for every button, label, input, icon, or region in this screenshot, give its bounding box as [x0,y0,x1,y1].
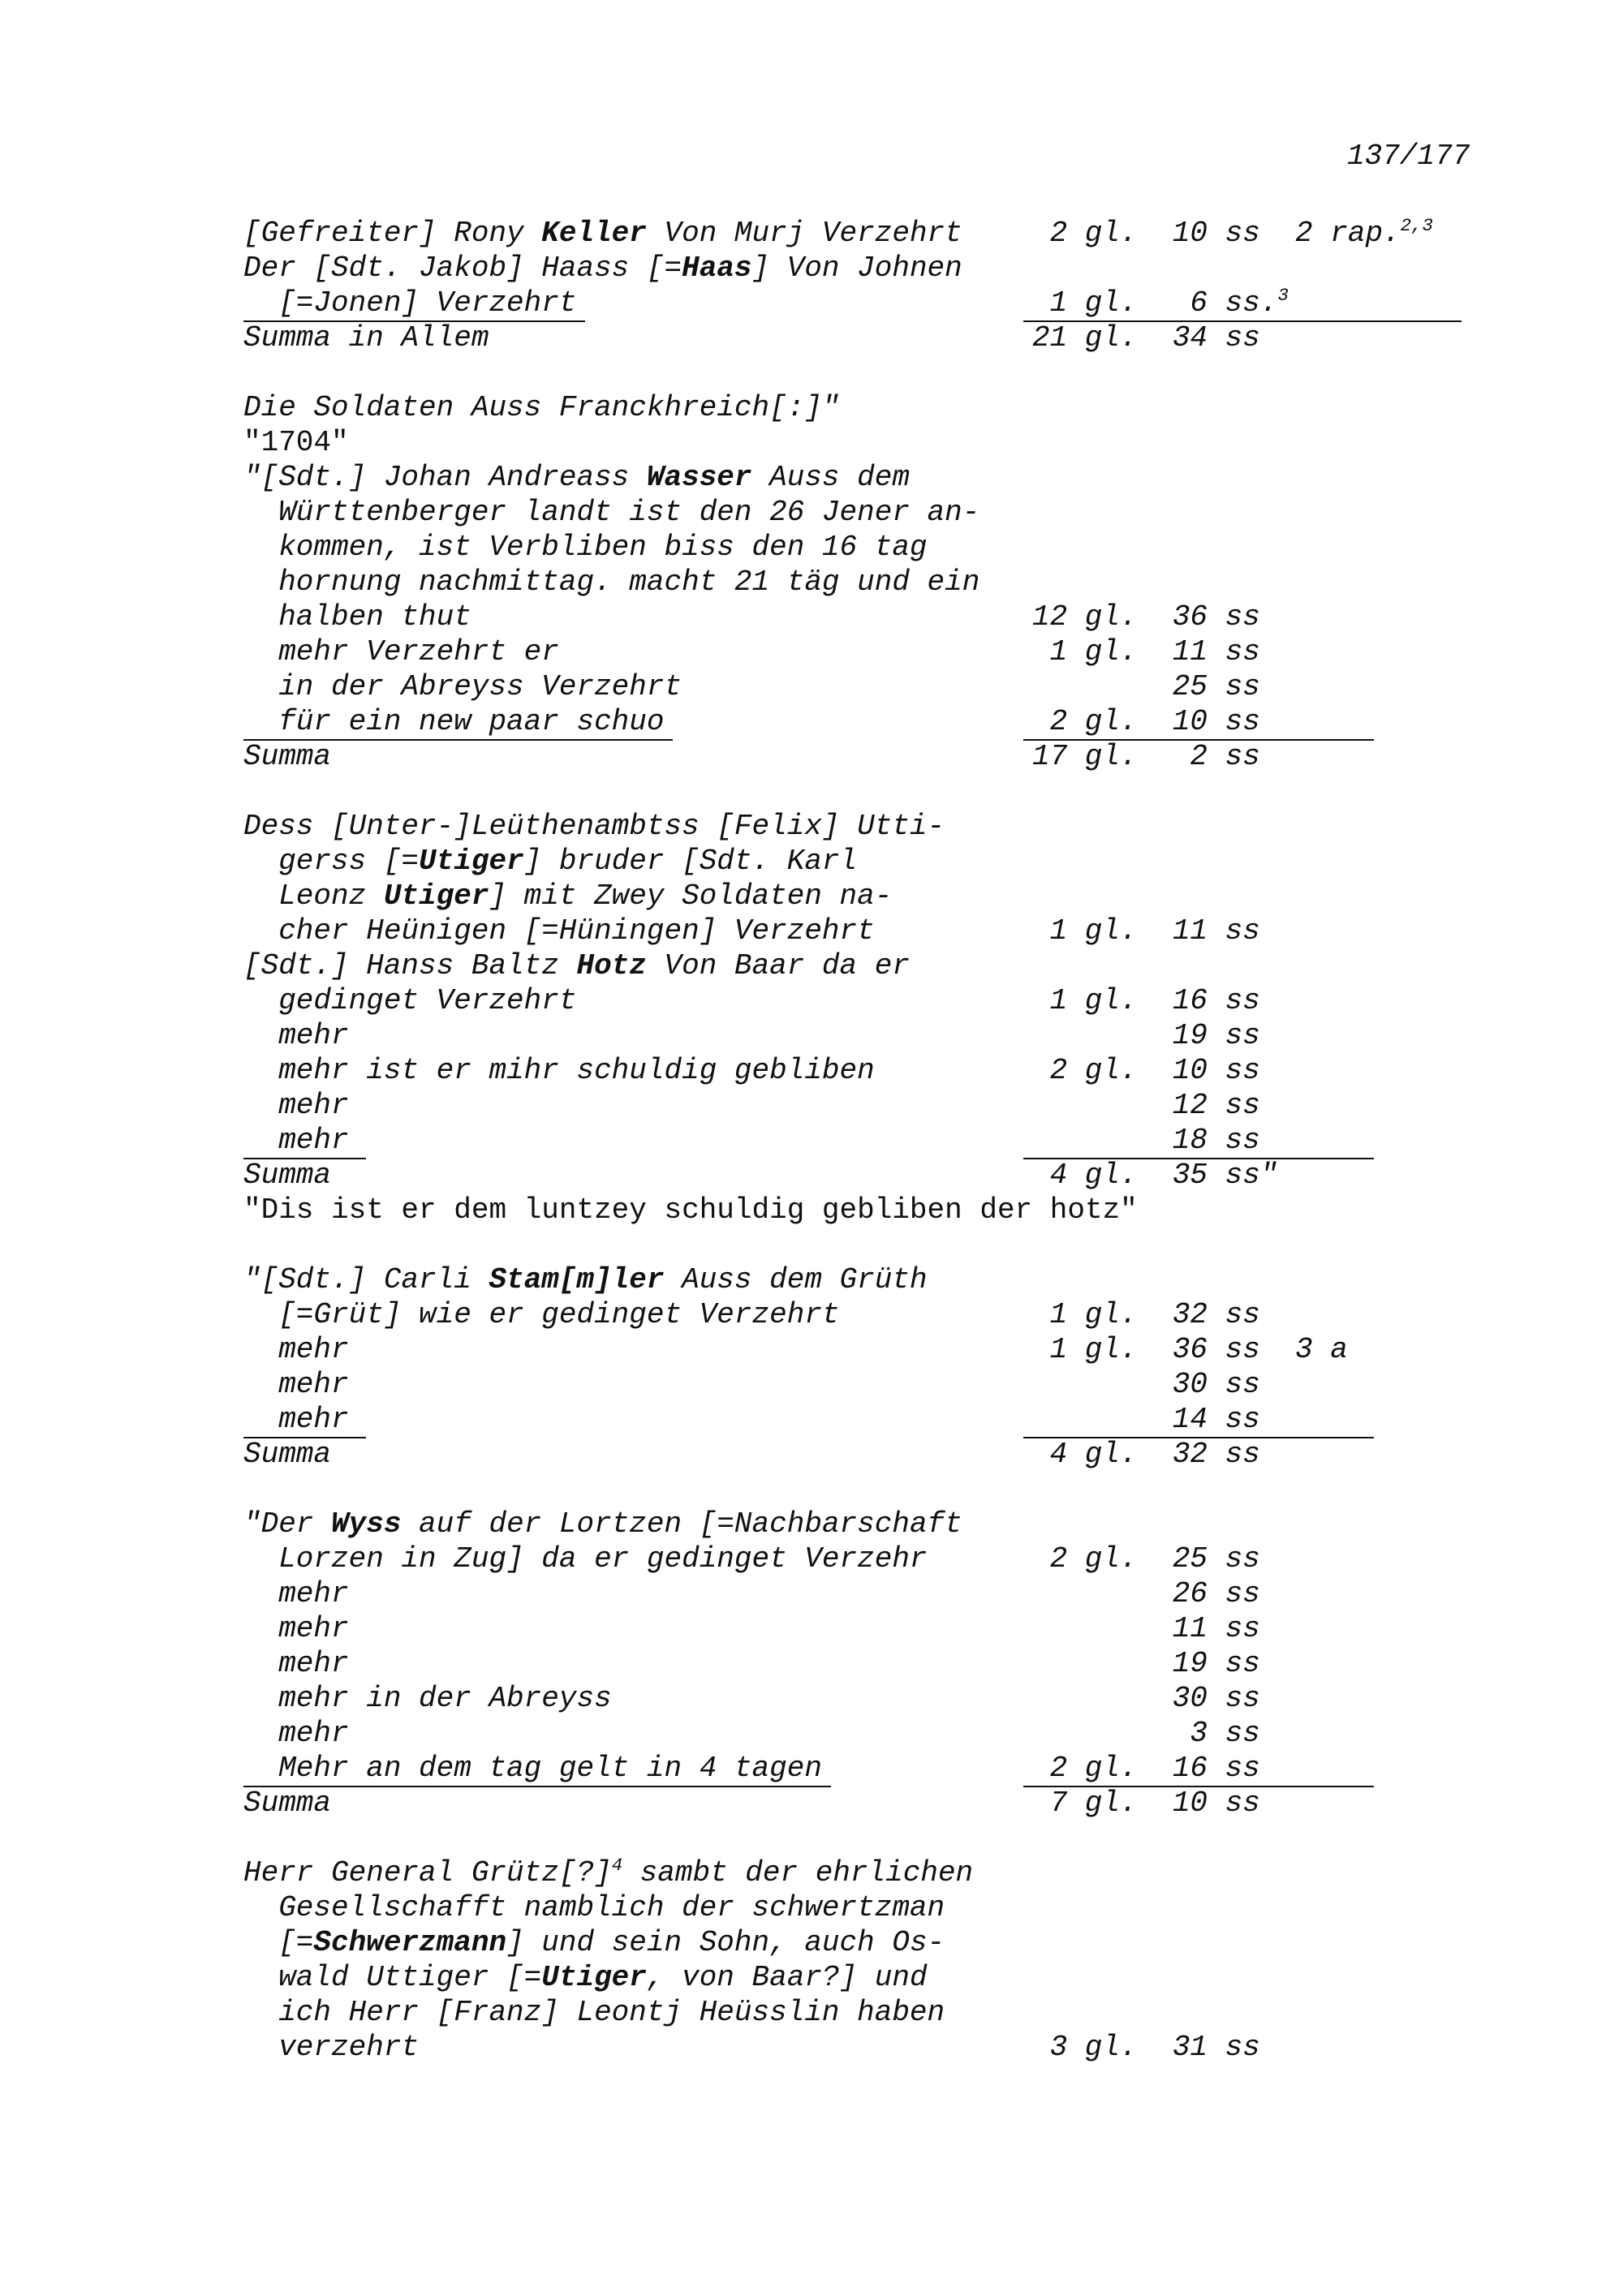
amount-column [1173,1369,1260,1401]
bold-name: Utiger [419,845,524,878]
text-run: 4 gl. 35 ss" [1049,1159,1278,1192]
text-run: 2 gl. 10 ss [1049,1054,1260,1087]
text-run: mehr [243,1333,349,1366]
document-line [243,635,1260,669]
text-run: 30 ss [1172,1682,1260,1715]
text-run: 17 gl. 2 ss [1032,740,1260,773]
amount-column [1173,1090,1260,1122]
text-run: mehr [243,1019,349,1052]
document-line [243,1786,1260,1820]
text-run: gerss [= [243,845,420,878]
amount-column [1032,322,1260,355]
amount-column [1173,1124,1260,1157]
text-run: Der [Sdt. Jakob] Haass [= [243,252,682,285]
amount-column [1050,2032,1260,2064]
document-line [243,1927,945,1959]
document-line [243,740,1260,773]
text-run: 1 gl. 11 ss [1049,914,1260,948]
amount-column [1173,671,1260,703]
text-run: Summa [243,1786,332,1820]
bold-name: Haas [682,252,752,285]
bold-name: Wasser [646,461,752,494]
text-run: mehr [243,1647,349,1680]
amount-column [1050,1438,1260,1471]
text-run: "Dis ist er dem luntzey schuldig gebliben der hotz" [243,1193,1138,1227]
text-run: verzehrt [243,2031,420,2064]
document-line [243,531,928,564]
ledger-rule [243,1786,831,1787]
document-line [243,1997,945,2029]
text-run: mehr [243,1368,349,1401]
text-run: 11 ss [1172,1612,1260,1645]
document-line [243,1508,962,1541]
text-run: 12 gl. 36 ss [1032,600,1260,634]
amount-column [1190,1718,1259,1750]
text-run: [=Jonen] Verzehrt [243,286,577,320]
text-run: 3 gl. 31 ss [1049,2031,1260,2064]
amount-column [1050,1752,1260,1785]
amount-column [1173,1578,1260,1610]
document-line [243,1159,1278,1192]
amount-column [1173,1648,1260,1680]
text-run: [= [243,1926,314,1959]
text-run: ] Von Johnen [751,252,962,285]
footnote-superscript: 3 [1277,285,1289,306]
bold-name: Wyss [331,1507,402,1541]
amount-column [1050,1543,1260,1576]
text-run: Gesellschafft namblich der schwertzman [243,1891,945,1924]
amount-column [1050,1055,1260,1087]
text-run: 21 gl. 34 ss [1032,321,1260,355]
text-run: 2 gl. 25 ss [1049,1542,1260,1576]
document-line [243,1682,1260,1715]
text-run: mehr [243,1577,349,1610]
document-line [243,1857,973,1890]
text-run: kommen, ist Verbliben biss den 16 tag [243,531,928,564]
text-run: mehr [243,1403,349,1436]
text-run: wald Uttiger [= [243,1961,542,1994]
text-run: 7 gl. 10 ss [1049,1786,1260,1820]
text-run: auf der Lortzen [=Nachbarschaft [401,1507,962,1541]
text-run: "[Sdt.] Carli [243,1263,489,1296]
text-run: 4 gl. 32 ss [1049,1438,1260,1471]
text-run: Summa in Allem [243,321,489,355]
text-run: 2 gl. 16 ss [1049,1752,1260,1785]
amount-column [1173,1683,1260,1715]
bold-name: Utiger [383,879,489,913]
text-run: Von Murj Verzehrt [646,217,962,250]
text-run: "Der [243,1507,332,1541]
text-run: sambt der ehrlichen [622,1856,974,1890]
text-run: halben thut [243,600,471,634]
document-line [243,215,1433,250]
document-line [243,845,857,878]
text-run: mehr ist er mihr schuldig gebliben [243,1054,875,1087]
text-run: 26 ss [1172,1577,1260,1610]
text-run: gedinget Verzehrt [243,984,577,1017]
text-run: Auss dem Grüth [664,1263,928,1296]
text-run: 18 ss [1172,1124,1260,1157]
document-line [243,1264,928,1296]
text-run: Summa [243,740,332,773]
bold-name: Hotz [576,949,647,982]
document-line [243,392,840,424]
amount-column [1050,1787,1260,1820]
text-run: 25 ss [1172,670,1260,703]
document-line [243,1577,1260,1610]
document-line [243,427,349,459]
document-line [243,1438,1260,1471]
text-run: [Gefreiter] Rony [243,217,542,250]
text-run: , von Baar?] und [646,1961,928,1994]
text-run: ] mit Zwey Soldaten na- [489,879,893,913]
document-line [243,2031,1260,2064]
text-run: Summa [243,1159,332,1192]
document-line [243,285,1289,320]
text-run: "1704" [243,426,349,459]
document-line [243,497,979,529]
document-line [243,1542,1260,1576]
text-run: Summa [243,1438,332,1471]
amount-column [1050,915,1260,948]
text-run: 30 ss [1172,1368,1260,1401]
amount-column [1032,601,1260,634]
document-line [243,880,892,913]
text-run: Dess [Unter-]Leüthenambtss [Felix] Utti- [243,810,945,843]
text-run: mehr [243,1717,349,1750]
amount-column [1050,706,1260,738]
document-line [243,462,910,494]
document-line [243,984,1260,1017]
bold-name: Stam[m]ler [489,1263,665,1296]
text-run: Herr General Grütz[?] [243,1856,612,1890]
text-run: in der Abreyss Verzehrt [243,670,682,703]
bold-name: Utiger [541,1961,647,1994]
amount-column [1050,985,1260,1017]
document-line [243,252,962,285]
amount-column [1173,1020,1260,1052]
amount-column [1050,1299,1260,1331]
document-line [243,1054,1260,1087]
text-run: Die Soldaten Auss Franckhreich[:]" [243,391,840,424]
text-run: Lorzen in Zug] da er gedinget Verzehr [243,1542,928,1576]
document-line [243,1124,1260,1157]
text-run: Leonz [243,879,384,913]
text-run: Württenberger landt ist den 26 Jener an- [243,496,980,529]
document-line [243,1892,945,1924]
text-run: [Sdt.] Hanss Baltz [243,949,577,982]
text-run: 2 gl. 10 ss 2 rap. [1049,217,1401,250]
document-line [243,950,910,982]
text-run: cher Heünigen [=Hüningen] Verzehrt [243,914,875,948]
text-run: mehr [243,1124,349,1157]
document-line [243,1403,1260,1436]
text-run: 1 gl. 6 ss. [1049,286,1278,320]
text-run: Auss dem [751,461,910,494]
footnote-superscript: 4 [611,1855,623,1876]
document-line [243,1752,1260,1785]
text-run: 1 gl. 11 ss [1049,635,1260,669]
document-line [243,600,1260,634]
text-run: ] bruder [Sdt. Karl [523,845,858,878]
amount-column [1050,1159,1278,1192]
document-line [243,566,979,599]
text-run: hornung nachmittag. macht 21 täg und ein [243,565,980,599]
text-run: 14 ss [1172,1403,1260,1436]
text-run: 2 gl. 10 ss [1049,705,1260,738]
text-run: mehr [243,1089,349,1122]
amount-column [1050,287,1289,320]
document-line [243,1962,928,1994]
document-line [243,1089,1260,1122]
text-run: mehr in der Abreyss [243,1682,612,1715]
document-line [243,1368,1260,1401]
amount-column [1173,1404,1260,1436]
document-line [243,1194,1138,1227]
amount-column [1032,741,1260,773]
text-run: mehr Verzehrt er [243,635,559,669]
text-run: 12 ss [1172,1089,1260,1122]
text-run: 1 gl. 16 ss [1049,984,1260,1017]
document-line [243,321,1260,355]
amount-column [1050,636,1260,669]
page-number: 137/177 [1347,140,1470,173]
text-run: ich Herr [Franz] Leontj Heüsslin haben [243,1996,945,2029]
amount-column [1050,217,1433,250]
text-run: 1 gl. 32 ss [1049,1298,1260,1331]
amount-column [1050,1334,1348,1366]
text-run: Mehr an dem tag gelt in 4 tagen [243,1752,822,1785]
text-run: ] und sein Sohn, auch Os- [506,1926,945,1959]
text-run: 1 gl. 36 ss 3 a [1049,1333,1348,1366]
document-line [243,1019,1260,1052]
text-run: 19 ss [1172,1647,1260,1680]
document-line [243,1612,1260,1645]
bold-name: Keller [541,217,647,250]
document-line [243,914,1260,948]
text-run: "[Sdt.] Johan Andreass [243,461,647,494]
document-line [243,1717,1260,1750]
document-line [243,1298,1260,1331]
document-line [243,705,1260,738]
bold-name: Schwerzmann [313,1926,507,1959]
text-run: 19 ss [1172,1019,1260,1052]
amount-column [1173,1613,1260,1645]
document-line [243,810,945,843]
document-line [243,670,1260,703]
text-run: 3 ss [1190,1717,1260,1750]
footnote-superscript: 2,3 [1400,215,1433,236]
text-run: [=Grüt] wie er gedinget Verzehrt [243,1298,840,1331]
text-run: für ein new paar schuo [243,705,665,738]
text-run: Von Baar da er [646,949,910,982]
document-line [243,1647,1260,1680]
text-run: mehr [243,1612,349,1645]
document-line [243,1333,1348,1366]
